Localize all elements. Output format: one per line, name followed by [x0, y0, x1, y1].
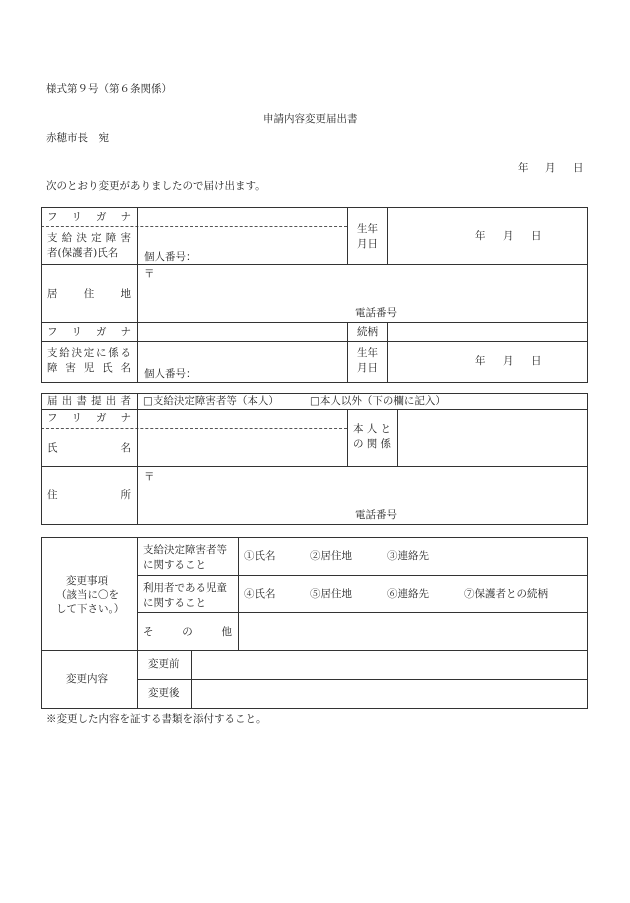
change-items-label-line1: 変更事項 — [66, 575, 108, 587]
relation-label-line1: 本 人 と — [353, 423, 391, 435]
date-month-label: 月 — [545, 162, 556, 174]
child-birth-month-label: 月 — [503, 355, 514, 367]
birth-date-label-line2: 月日 — [357, 238, 378, 250]
personal-number-label: 個人番号： — [144, 251, 197, 263]
after-label: 変更後 — [148, 687, 180, 699]
child-birth-year-label: 年 — [475, 355, 486, 367]
submitter-phone-label: 電話番号 — [355, 509, 397, 521]
submitter-postal-mark: 〒 — [144, 471, 155, 483]
row2-label-line2: に関すること — [143, 597, 206, 609]
row1-option-contact[interactable]: ③連絡先 — [387, 550, 429, 562]
footer-note: ※変更した内容を証する書類を添付すること。 — [46, 713, 267, 725]
address-label: 居 住 地 — [47, 288, 131, 300]
child-furigana-label: フ リ ガ ナ — [47, 326, 131, 338]
before-label: 変更前 — [148, 658, 180, 670]
child-birth-label-line1: 生年 — [357, 347, 378, 359]
applicant-name-label-line2: 者(保護者)氏名 — [47, 247, 119, 259]
option-self-checkbox[interactable]: □支給決定障害者等（本人） — [143, 395, 279, 407]
child-name-label-line1: 支 給 決 定 に 係 る — [47, 347, 131, 359]
row1-option-name[interactable]: ①氏名 — [244, 550, 276, 562]
relation-label: 続柄 — [357, 326, 378, 338]
change-items-label-line2: （該当に〇を — [56, 589, 119, 601]
child-birth-day-label: 日 — [531, 355, 542, 367]
date-day-label: 日 — [573, 162, 584, 174]
date-year-label: 年 — [518, 162, 529, 174]
addressee: 赤穂市長 宛 — [46, 132, 109, 144]
submitter-name-label: 氏 名 — [47, 442, 131, 454]
submitter-address-label: 住 所 — [47, 489, 131, 501]
row3-other-label: そ の 他 — [143, 626, 232, 638]
row2-label-line1: 利用者である児童 — [143, 582, 227, 594]
intro-text: 次のとおり変更がありましたので届け出ます。 — [46, 180, 266, 192]
postal-mark: 〒 — [144, 268, 155, 280]
submitter-furigana-label: フ リ ガ ナ — [47, 412, 131, 424]
document-title: 申請内容変更届出書 — [263, 113, 358, 125]
child-name-label-line2: 障 害 児 氏 名 — [47, 362, 131, 374]
row2-option-relation[interactable]: ⑦保護者との続柄 — [464, 588, 548, 600]
row1-label-line1: 支給決定障害者等 — [143, 544, 227, 556]
child-personal-number-label: 個人番号： — [144, 368, 197, 380]
furigana-label: フ リ ガ ナ — [47, 211, 131, 223]
relation-label-line2: の 関 係 — [353, 438, 391, 450]
change-content-label: 変更内容 — [66, 673, 108, 685]
applicant-name-label-line1: 支 給 決 定 障 害 — [47, 232, 131, 244]
row1-option-residence[interactable]: ②居住地 — [310, 550, 352, 562]
form-number: 様式第９号（第６条関係） — [46, 83, 172, 95]
submitter-label: 届 出 書 提 出 者 — [47, 395, 131, 407]
phone-label: 電話番号 — [355, 307, 397, 319]
birth-day-label: 日 — [531, 230, 542, 242]
birth-date-label-line1: 生年 — [357, 223, 378, 235]
row2-option-name[interactable]: ④氏名 — [244, 588, 276, 600]
option-other-checkbox[interactable]: □本人以外（下の欄に記入） — [310, 395, 446, 407]
birth-month-label: 月 — [503, 230, 514, 242]
row1-label-line2: に関すること — [143, 559, 206, 571]
child-birth-label-line2: 月日 — [357, 362, 378, 374]
change-items-label-line3: して下さい。） — [56, 603, 125, 615]
row2-option-residence[interactable]: ⑤居住地 — [310, 588, 352, 600]
row2-option-contact[interactable]: ⑥連絡先 — [387, 588, 429, 600]
birth-year-label: 年 — [475, 230, 486, 242]
